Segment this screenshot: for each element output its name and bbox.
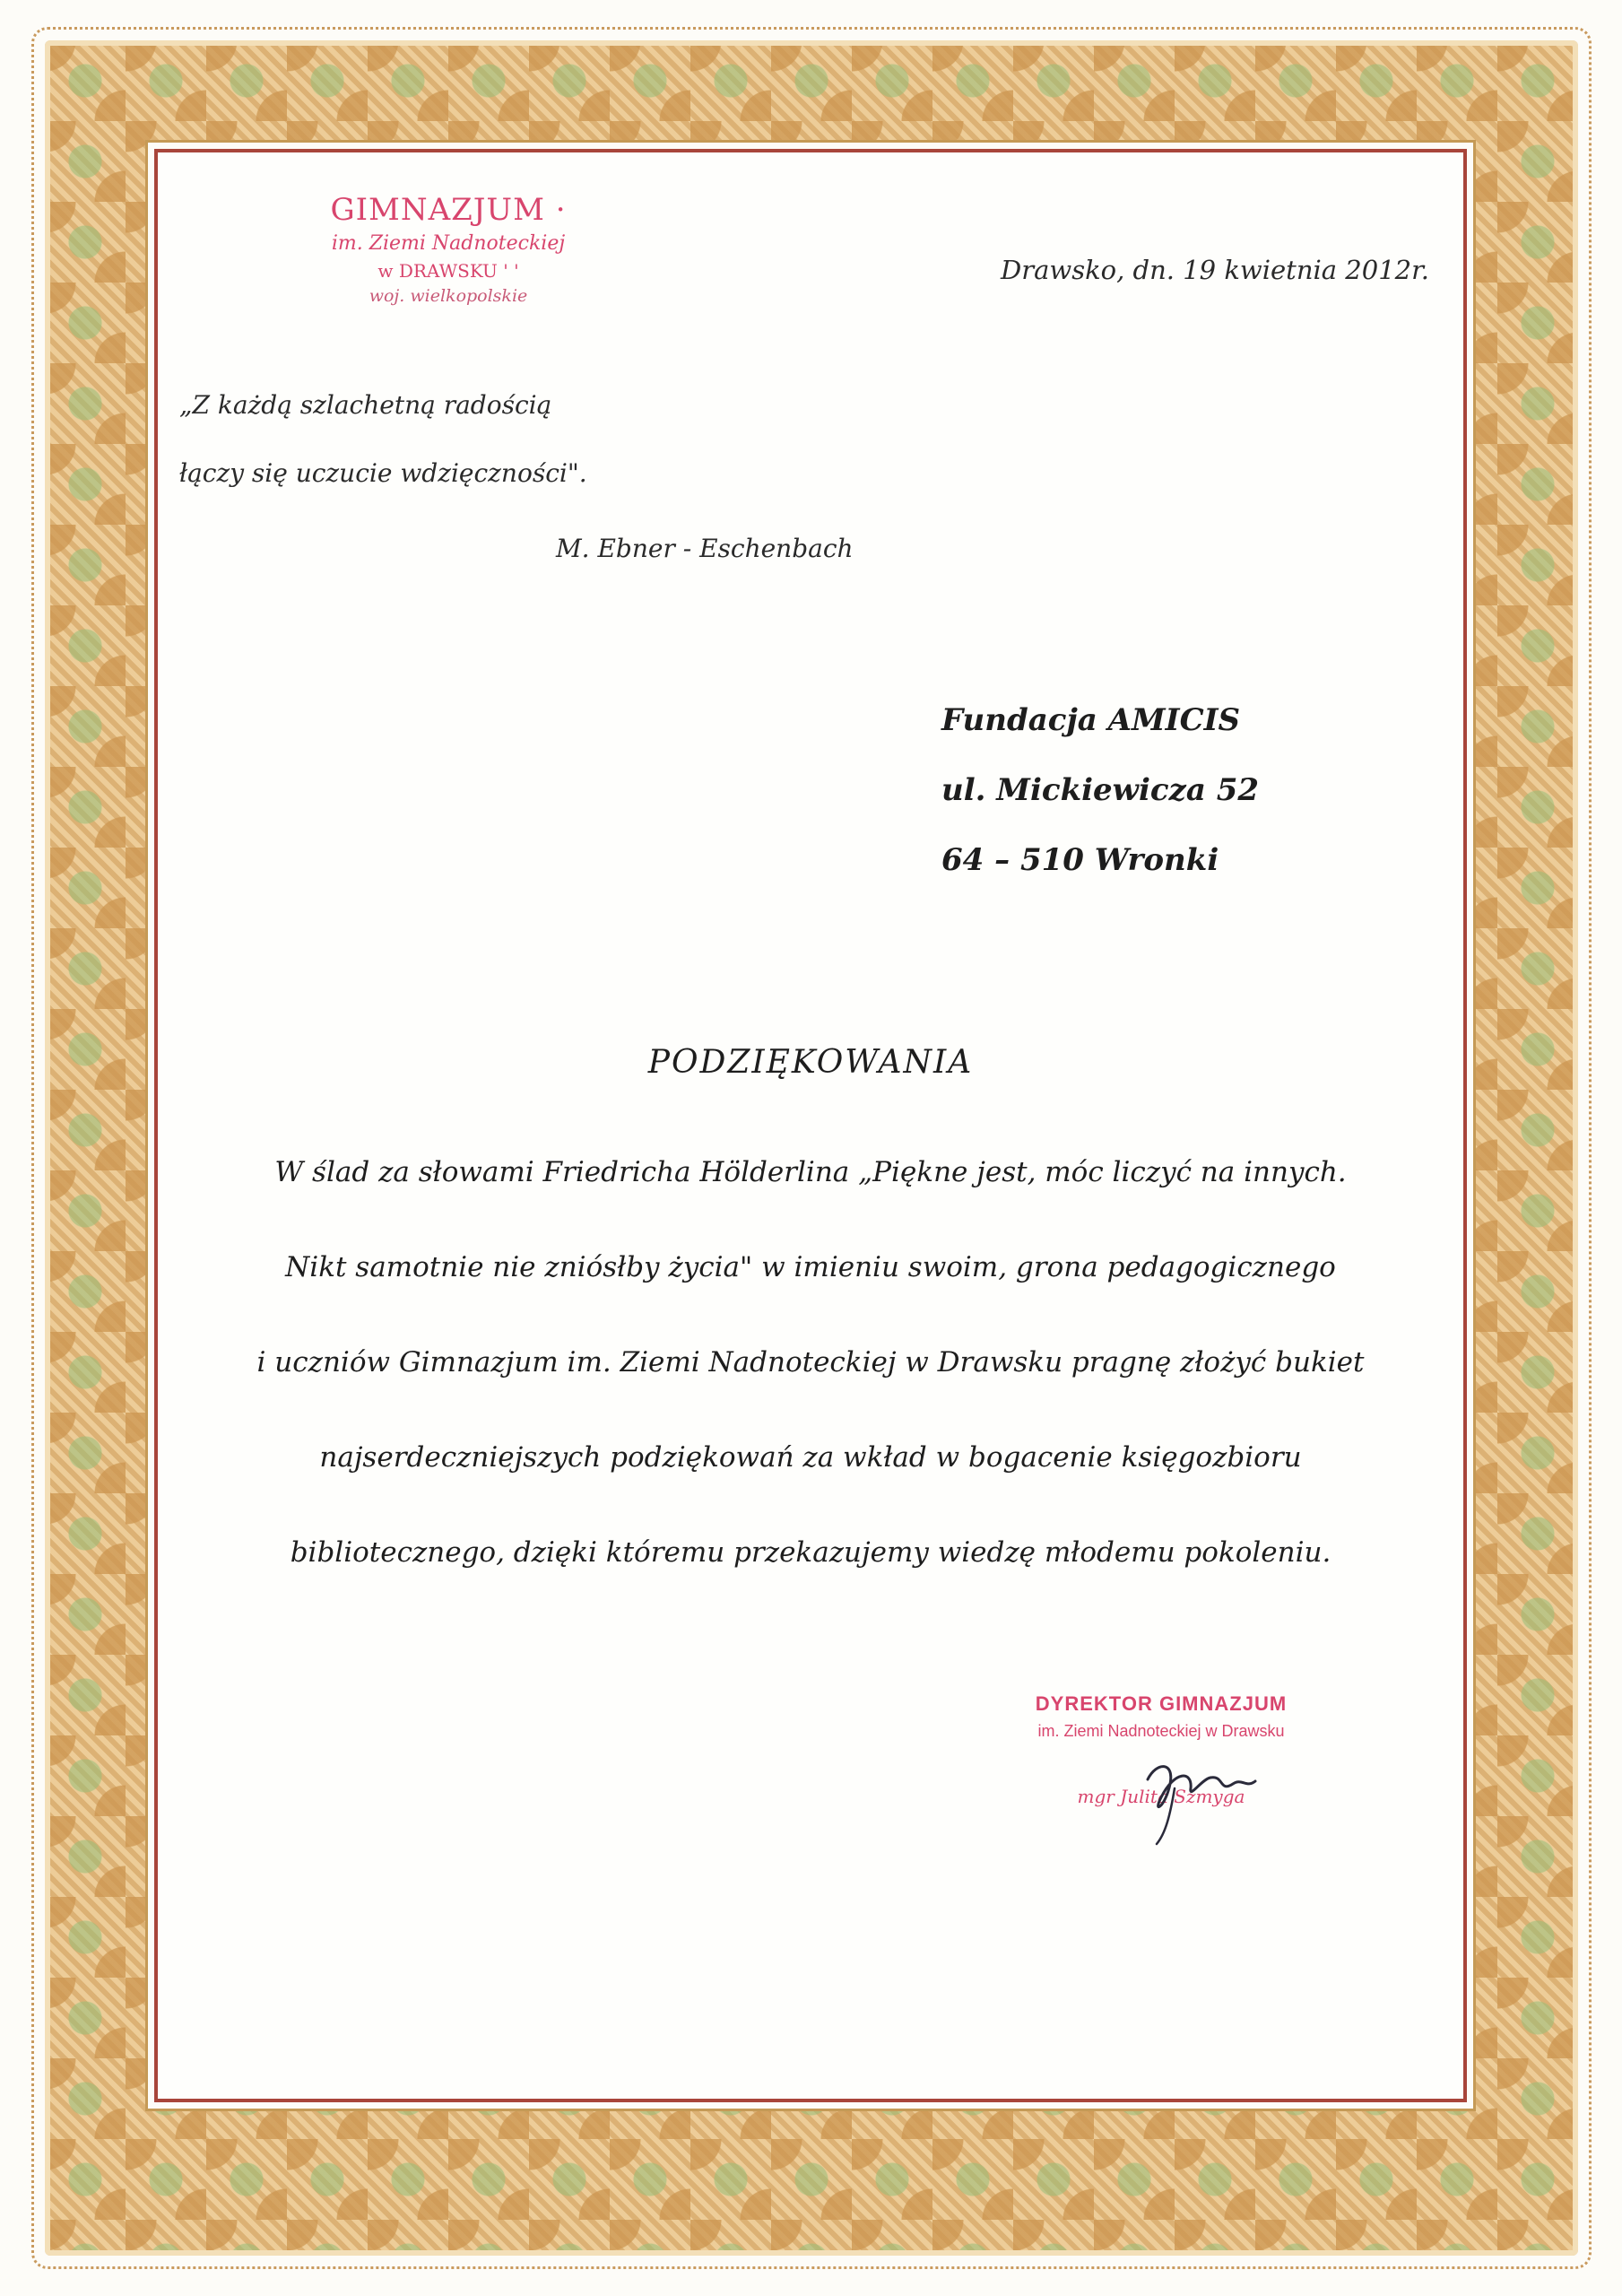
- stamp-line-4: woj. wielkopolskie: [369, 286, 528, 306]
- body-line-1: W ślad za słowami Friedricha Hölderlina „Piękne jest, móc liczyć na innych.: [274, 1156, 1347, 1188]
- director-stamp-name: mgr Julita Szmyga: [1077, 1786, 1245, 1807]
- director-stamp-title: DYREKTOR GIMNAZJUM: [1035, 1692, 1288, 1715]
- address-line-3: 64 – 510 Wronki: [941, 842, 1219, 878]
- quote-line-1: „Z każdą szlachetną radością: [179, 390, 552, 420]
- letter-body: [161, 1125, 1460, 1600]
- stamp-line-2: im. Ziemi Nadnoteckiej: [331, 232, 566, 255]
- quote-author: M. Ebner - Eschenbach: [556, 534, 854, 563]
- body-line-3: i uczniów Gimnazjum im. Ziemi Nadnoteckiej w Drawsku pragnę złożyć bukiet: [256, 1346, 1365, 1378]
- address-line-2: ul. Mickiewicza 52: [941, 772, 1260, 808]
- handwritten-signature: [1121, 1744, 1282, 1851]
- school-header-stamp: [260, 190, 637, 309]
- stamp-line-3: w DRAWSKU ' ': [377, 260, 519, 282]
- address-line-1: Fundacja AMICIS: [941, 702, 1241, 738]
- stamp-line-1: GIMNAZJUM ·: [330, 192, 567, 228]
- body-line-2: Nikt samotnie nie zniósłby życia" w imieniu swoim, grona pedagogicznego: [285, 1251, 1336, 1283]
- director-stamp-school: im. Ziemi Nadnoteckiej w Drawsku: [1037, 1722, 1285, 1740]
- recipient-address: [941, 685, 1259, 895]
- epigraph-quote: [179, 371, 854, 563]
- letter-date: Drawsko, dn. 19 kwietnia 2012r.: [1000, 255, 1429, 285]
- letter-heading: PODZIĘKOWANIA: [647, 1044, 974, 1081]
- letter-content: [161, 156, 1460, 2095]
- body-line-5: bibliotecznego, dzięki któremu przekazujemy wiedzę młodemu pokoleniu.: [290, 1536, 1331, 1569]
- quote-line-2: łączy się uczucie wdzięczności".: [179, 458, 587, 488]
- body-line-4: najserdeczniejszych podziękowań za wkład w bogacenie księgozbioru: [319, 1441, 1302, 1474]
